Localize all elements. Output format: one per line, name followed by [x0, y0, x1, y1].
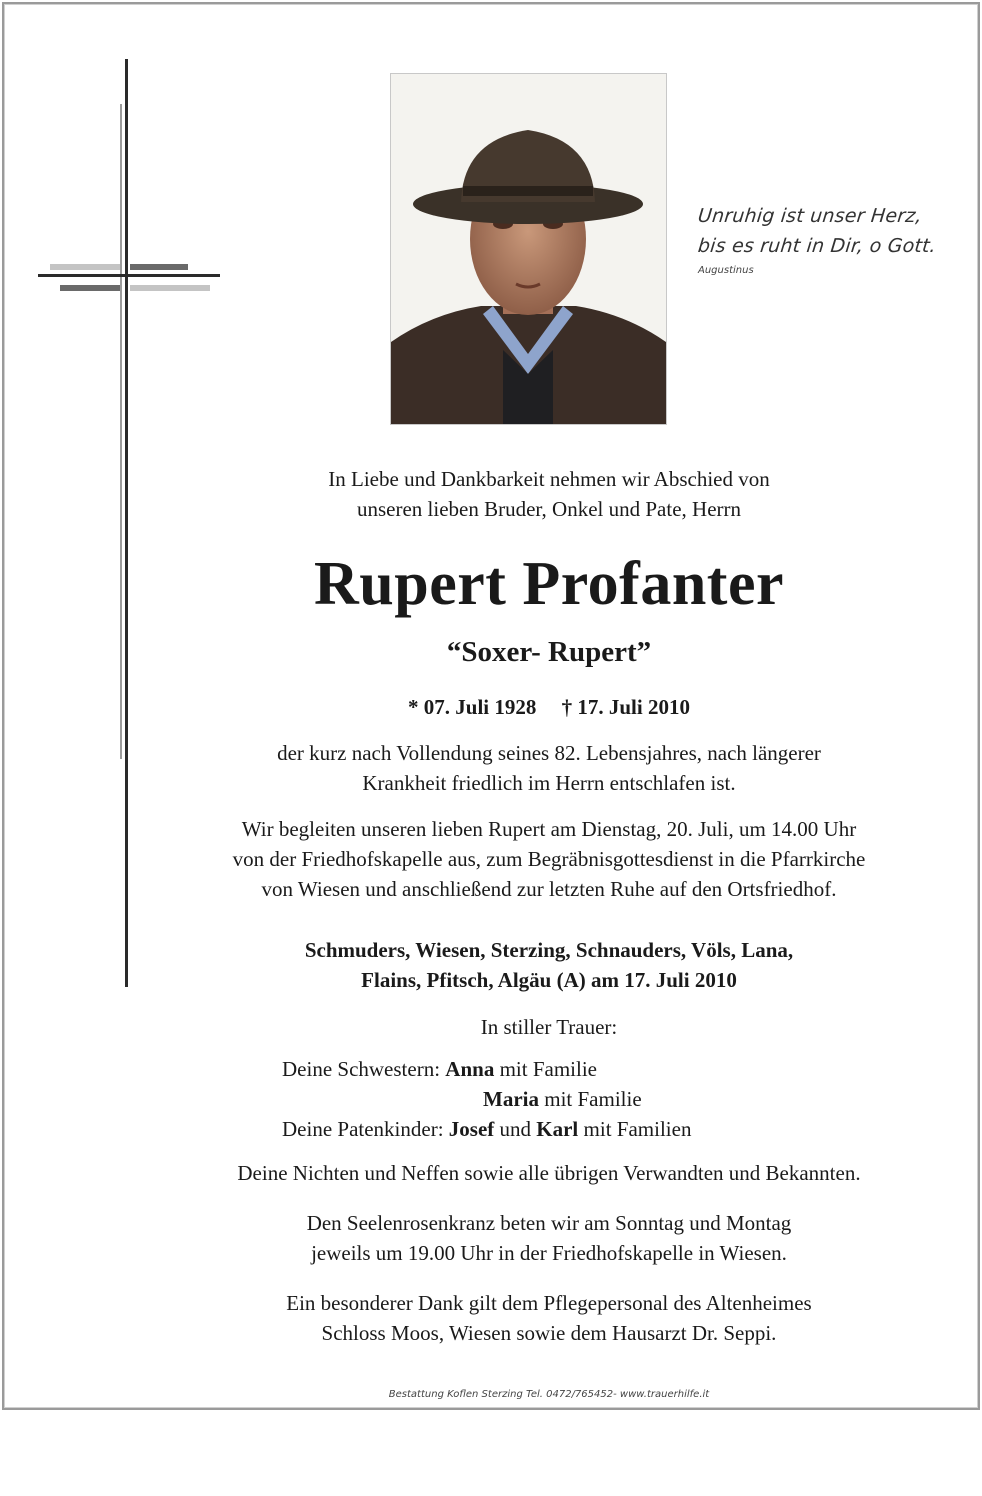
godchildren-label: Deine Patenkinder:: [282, 1117, 444, 1141]
rosary-text: [134, 1208, 964, 1268]
godchild-name-2: Karl: [536, 1117, 579, 1141]
rosary-line-1: Den Seelenrosenkranz beten wir am Sonntag und Montag: [306, 1211, 792, 1235]
passing-line-2: Krankheit friedlich im Herrn entschlafen ist.: [362, 771, 736, 795]
funeral-line-2: von der Friedhofskapelle aus, zum Begräbnisgottesdienst in die Pfarrkirche: [232, 847, 866, 871]
places-line-2: Flains, Pfitsch, Algäu (A) am 17. Juli 2010: [361, 968, 737, 992]
deceased-nickname: “Soxer- Rupert”: [446, 636, 652, 668]
life-dates: [134, 692, 964, 722]
portrait-photo: [390, 73, 667, 425]
sister-name-2: Maria: [483, 1087, 539, 1111]
sisters-label: Deine Schwestern:: [282, 1057, 441, 1081]
bible-quote: [698, 201, 978, 276]
family-list: [282, 1054, 691, 1144]
funeral-text: [134, 814, 964, 904]
intro-line-1: In Liebe und Dankbarkeit nehmen wir Abschied von: [328, 467, 770, 491]
obituary-card: [2, 2, 980, 1410]
deceased-name: Rupert Profanter: [313, 550, 784, 618]
mourning-heading: In stiller Trauer:: [480, 1015, 618, 1039]
godchild-and: und: [499, 1117, 532, 1141]
places-line-1: Schmuders, Wiesen, Sterzing, Schnauders, Völs, Lana,: [304, 938, 794, 962]
godchildren-row: [282, 1114, 691, 1144]
funeral-home-footer: Bestattung Koflen Sterzing Tel. 0472/765452- www.trauerhilfe.it: [388, 1389, 710, 1400]
godchild-name-1: Josef: [448, 1117, 495, 1141]
quote-author: Augustinus: [698, 265, 754, 276]
funeral-line-3: von Wiesen und anschließend zur letzten Ruhe auf den Ortsfriedhof.: [261, 877, 837, 901]
sisters-row: [282, 1054, 691, 1084]
relatives-text: Deine Nichten und Neffen sowie alle übrigen Verwandten und Bekannten.: [237, 1161, 861, 1185]
passing-line-1: der kurz nach Vollendung seines 82. Lebensjahres, nach längerer: [277, 741, 821, 765]
sister-suffix-2: mit Familie: [544, 1087, 642, 1111]
places-text: [134, 935, 964, 995]
intro-text: [134, 464, 964, 524]
passing-text: [134, 738, 964, 798]
godchild-suffix: mit Familien: [583, 1117, 692, 1141]
intro-line-2: unseren lieben Bruder, Onkel und Pate, Herrn: [356, 497, 742, 521]
quote-line-2: bis es ruht in Dir, o Gott.: [696, 235, 938, 257]
rosary-line-2: jeweils um 19.00 Uhr in der Friedhofskapelle in Wiesen.: [311, 1241, 787, 1265]
death-date: † 17. Juli 2010: [561, 695, 690, 719]
thanks-line-2: Schloss Moos, Wiesen sowie dem Hausarzt Dr. Seppi.: [321, 1321, 777, 1345]
funeral-line-1: Wir begleiten unseren lieben Rupert am Dienstag, 20. Juli, um 14.00 Uhr: [241, 817, 857, 841]
quote-line-1: Unruhig ist unser Herz,: [696, 205, 923, 227]
sister-suffix-1: mit Familie: [499, 1057, 597, 1081]
portrait-image: [391, 74, 666, 424]
sisters-row-2: [282, 1084, 691, 1114]
birth-date: * 07. Juli 1928: [408, 695, 537, 719]
thanks-line-1: Ein besonderer Dank gilt dem Pflegepersonal des Altenheimes: [286, 1291, 812, 1315]
sister-name-1: Anna: [445, 1057, 495, 1081]
thanks-text: [134, 1288, 964, 1348]
